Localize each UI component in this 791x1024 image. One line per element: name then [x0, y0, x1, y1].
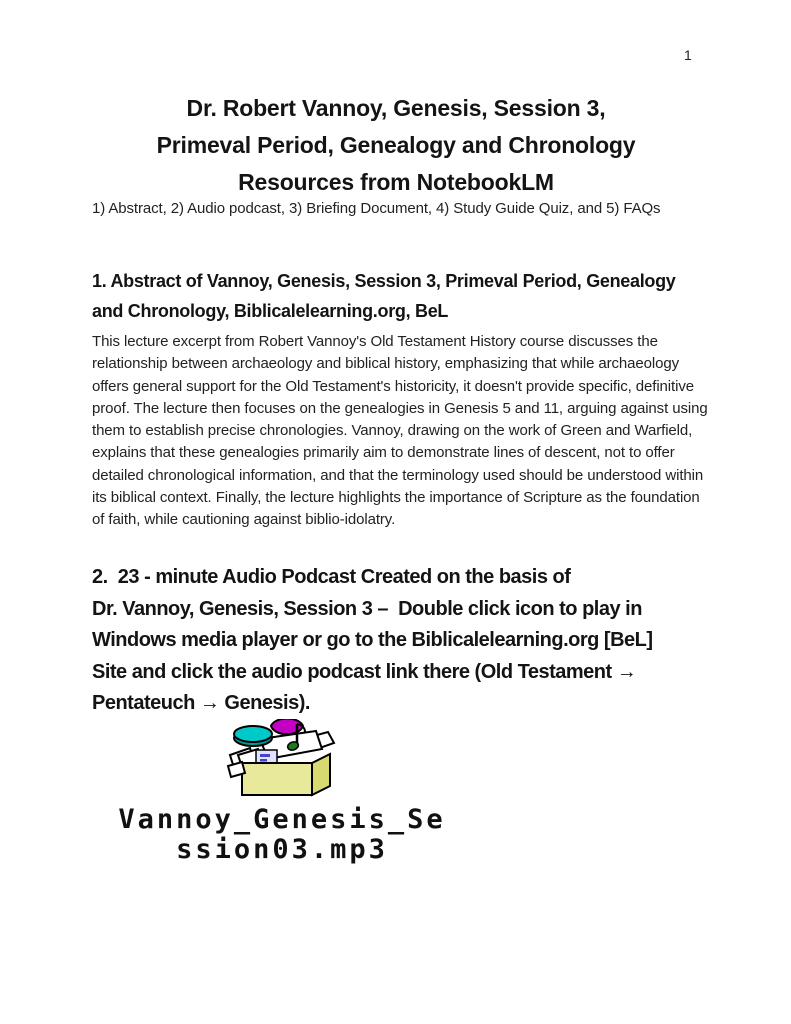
section1-heading [92, 266, 676, 326]
title-line-2: Primeval Period, Genealogy and Chronology [156, 132, 636, 158]
section2-heading-line-3: Windows media player or go to the Biblicalelearning.org [BeL] [92, 629, 653, 651]
title-line-1: Dr. Robert Vannoy, Genesis, Session 3, [186, 95, 606, 121]
section2-heading-line-4: Site and click the audio podcast link there (Old Testament → [92, 660, 637, 683]
title-line-3: Resources from NotebookLM [238, 169, 554, 195]
resources-list: 1) Abstract, 2) Audio podcast, 3) Briefing Document, 4) Study Guide Quiz, and 5) FAQs [92, 200, 661, 217]
section1-heading-line-1: 1. Abstract of Vannoy, Genesis, Session 3, Primeval Period, Genealogy [92, 271, 676, 291]
section1-abstract-text: This lecture excerpt from Robert Vannoy's Old Testament History course discusses the relationship between archaeology and biblical history, emphasizing that while archaeology offers general support for the Old Testament's historicity, it doesn't provide specific, definitive proof. The lecture then focuses on the genealogies in Genesis 5 and 11, arguing against using them to establish precise chronologies. Vannoy, drawing on the work of Green and Warfield, explains that these genealogies primarily aim to demonstrate lines of descent, not to offer detailed chronological information, and that the terminology used should be understood within its biblical context. Finally, the lecture highlights the importance of Scripture as the foundation of faith, while cautioning against biblio-idolatry. [92, 333, 708, 529]
section2-heading-line-1: 2. 23 - minute Audio Podcast Created on the basis of [92, 566, 571, 588]
audio-filename-label[interactable] [92, 805, 472, 865]
document-title [92, 90, 700, 201]
filename-line-1: Vannoy_Genesis_Se [118, 804, 446, 835]
section2-heading-line-5: Pentateuch → Genesis). [92, 692, 310, 714]
audio-podcast-embedded-object[interactable] [92, 719, 472, 865]
page-number: 1 [684, 47, 692, 63]
section2-heading [92, 562, 653, 720]
section1-heading-line-2: and Chronology, Biblicalelearning.org, BeL [92, 301, 449, 321]
section2-heading-line-2: Dr. Vannoy, Genesis, Session 3 – Double click icon to play in [92, 597, 642, 620]
media-package-icon[interactable] [226, 719, 338, 799]
filename-line-2: ssion03.mp3 [176, 834, 388, 865]
